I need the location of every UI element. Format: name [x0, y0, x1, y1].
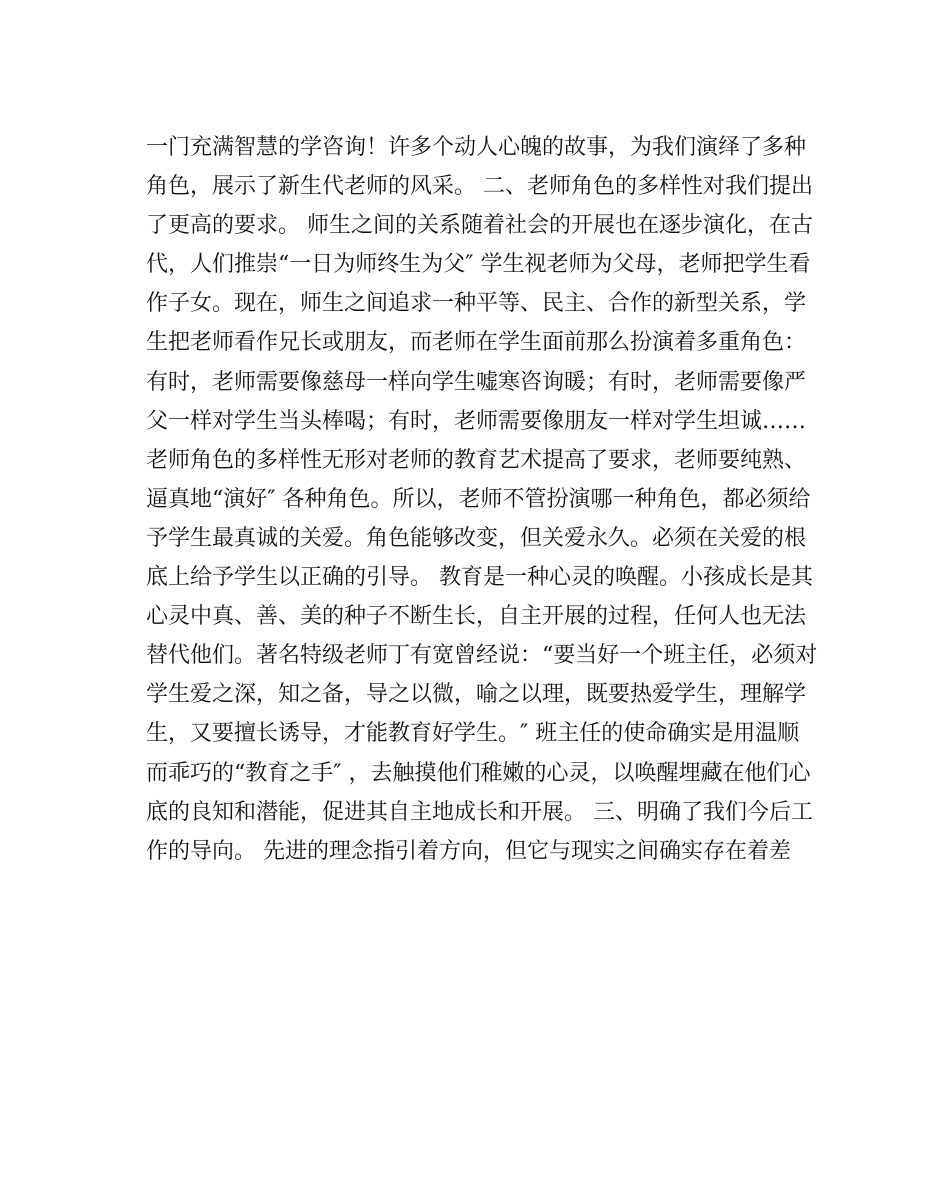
text-line-4: 代，人们推崇“一日为师终生为父″ 学生视老师为父母，老师把学生看	[146, 252, 811, 278]
text-line-1: 一门充满智慧的学咨询！许多个动人心魄的故事，为我们演绎了多种	[146, 135, 807, 160]
text-line-16: 生，又要擅长诱导，才能教育好学生。″ 班主任的使命确实是用温顺	[146, 721, 800, 747]
text-line-9: 老师角色的多样性无形对老师的教育艺术提高了要求，老师要纯熟、	[146, 447, 807, 473]
text-line-14: 替代他们。著名特级老师丁有宽曾经说：“要当好一个班主任，必须对	[146, 643, 818, 669]
body-text	[146, 128, 816, 871]
text-line-19: 作的导向。 先进的理念指引着方向，但它与现实之间确实存在着差	[146, 838, 791, 864]
text-line-11: 予学生最真诚的关爱。角色能够改变，但关爱永久。必须在关爱的根	[146, 525, 807, 551]
text-line-6: 生把老师看作兄长或朋友，而老师在学生面前那么扮演着多重角色：	[146, 330, 807, 356]
text-line-3: 了更高的要求。 师生之间的关系随着社会的开展也在逐步演化，在古	[146, 213, 813, 239]
text-line-15: 学生爱之深，知之备，导之以微，喻之以理，既要热爱学生，理解学	[146, 682, 807, 708]
text-line-8: 父一样对学生当头棒喝；有时，老师需要像朋友一样对学生坦诚……	[146, 408, 807, 434]
text-line-2: 角色，展示了新生代老师的风采。 二、老师角色的多样性对我们提出	[146, 174, 813, 200]
text-line-17: 而乖巧的“教育之手″ ，去触摸他们稚嫩的心灵，以唤醒埋藏在他们心	[146, 760, 811, 786]
text-line-10: 逼真地“演好″ 各种角色。所以，老师不管扮演哪一种角色，都必须给	[146, 486, 811, 512]
text-line-12: 底上给予学生以正确的引导。 教育是一种心灵的唤醒。小孩成长是其	[146, 565, 813, 591]
text-line-5: 作子女。现在，师生之间追求一种平等、民主、合作的新型关系，学	[146, 291, 807, 317]
text-line-13: 心灵中真、善、美的种子不断生长，自主开展的过程，任何人也无法	[146, 604, 807, 630]
text-line-18: 底的良知和潜能，促进其自主地成长和开展。 三、明确了我们今后工	[146, 799, 813, 825]
text-line-7: 有时，老师需要像慈母一样向学生嘘寒咨询暖；有时，老师需要像严	[146, 369, 807, 395]
